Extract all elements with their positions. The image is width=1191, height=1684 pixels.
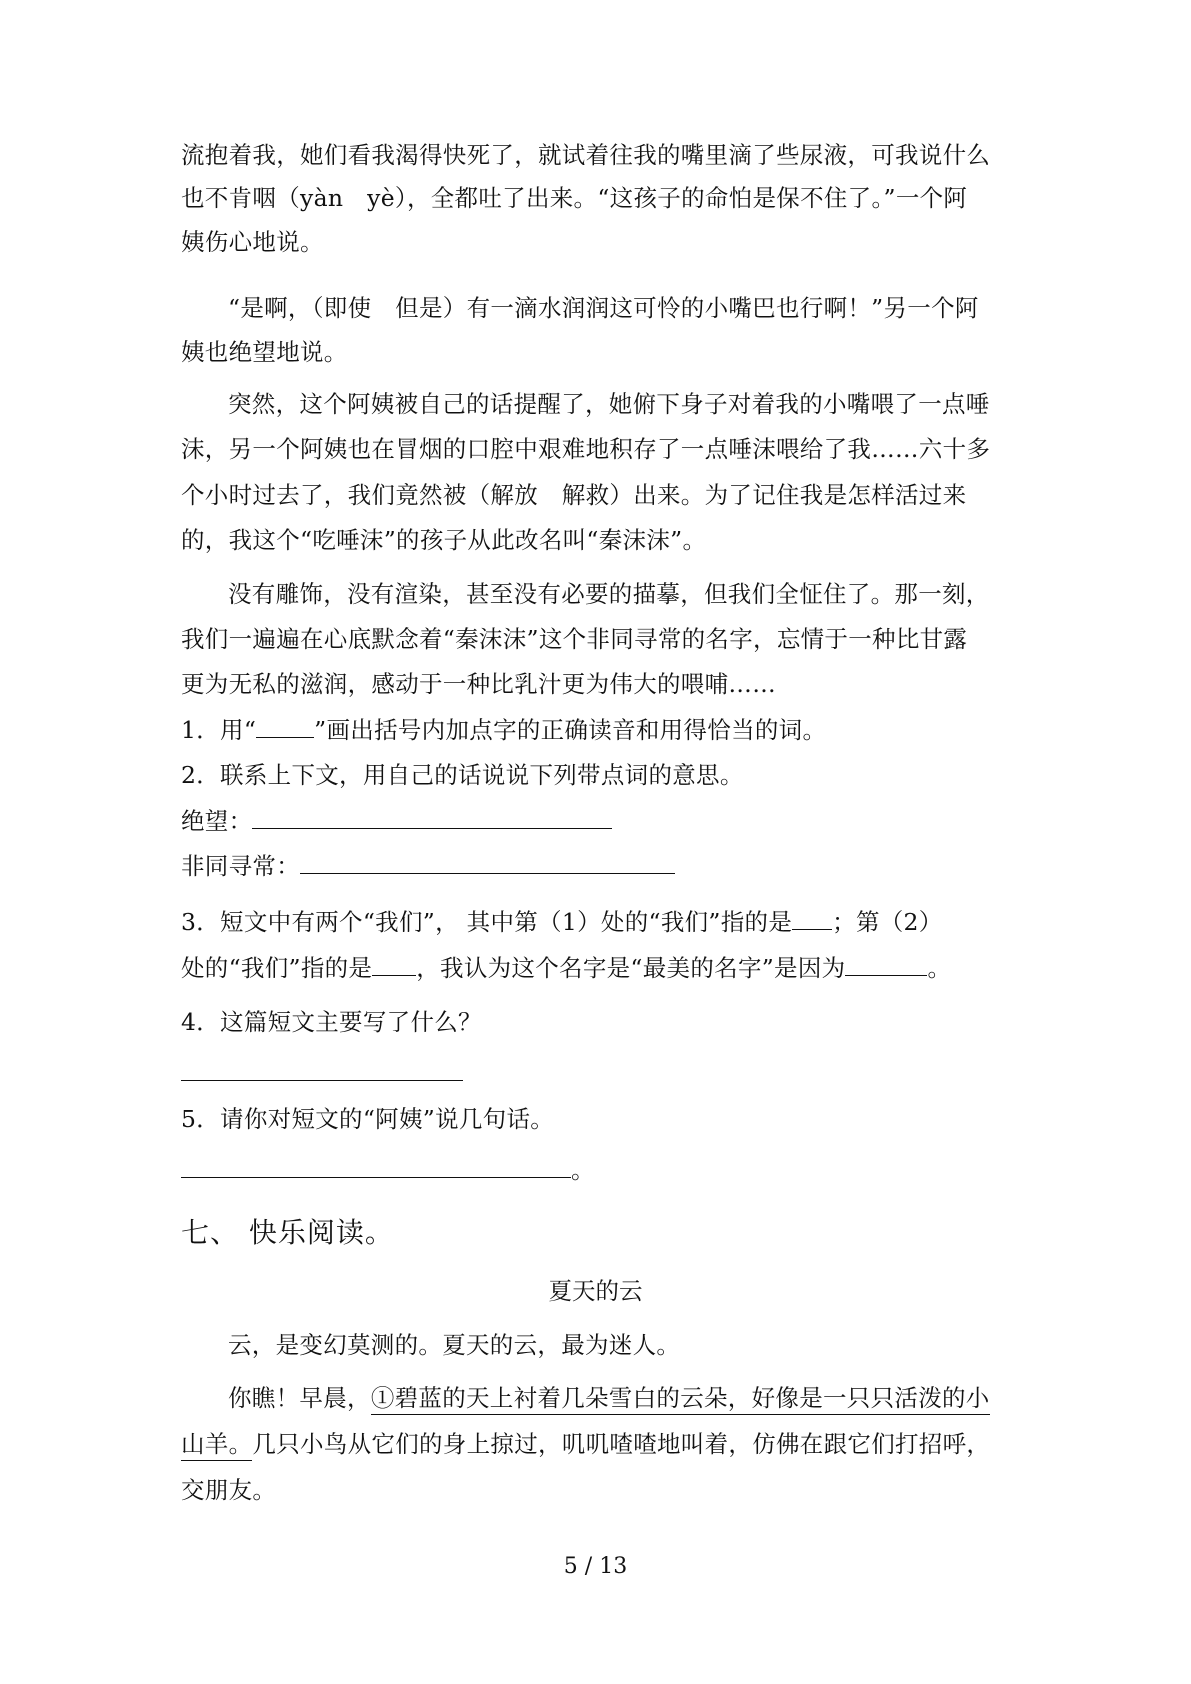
paragraph-line: 的，我这个“吃唾沫”的孩子从此改名叫“秦沫沫”。: [181, 526, 707, 554]
underlined-sentence: 山羊。: [181, 1430, 252, 1461]
question-3-text: 处的“我们”指的是: [181, 954, 373, 982]
story-paragraph-line: 交朋友。: [181, 1476, 277, 1504]
question-1: [181, 712, 1011, 748]
question-4: 4．这篇短文主要写了什么？: [181, 1008, 482, 1036]
question-3-text: ；第（2）: [832, 908, 943, 936]
underlined-sentence: ①碧蓝的天上衬着几朵雪白的云朵，好像是一只只活泼的小: [371, 1384, 990, 1415]
story-paragraph-line: [228, 1380, 1058, 1416]
question-3-line-2: [181, 950, 1011, 986]
paragraph-line: 突然，这个阿姨被自己的话提醒了，她俯下身子对着我的小嘴喂了一点唾: [228, 390, 990, 418]
paragraph-line: 流抱着我，她们看我渴得快死了，就试着往我的嘴里滴了些尿液，可我说什么: [181, 141, 991, 169]
paragraph-line: 也不肯咽（yàn yè），全都吐了出来。“这孩子的命怕是保不住了。”一个阿: [181, 184, 968, 212]
answer-period: 。: [571, 1156, 595, 1184]
answer-line[interactable]: [300, 851, 675, 874]
answer-blank[interactable]: [792, 907, 832, 930]
paragraph-line: 沫，另一个阿姨也在冒烟的口腔中艰难地积存了一点唾沫喂给了我……六十多: [181, 435, 991, 463]
question-2: 2．联系上下文，用自己的话说说下列带点词的意思。: [181, 761, 744, 789]
story-text: 你瞧！早晨，: [228, 1384, 371, 1412]
question-5-answer: [181, 1152, 1011, 1188]
story-paragraph-line: [181, 1426, 1011, 1462]
question-1-text-end: ”画出括号内加点字的正确读音和用得恰当的词。: [314, 716, 827, 744]
question-3-text: 。: [927, 954, 952, 982]
question-2-item-unusual: [181, 848, 1011, 884]
paragraph-line: 个小时过去了，我们竟然被（解放 解救）出来。为了记住我是怎样活过来: [181, 481, 967, 509]
term-label: 非同寻常：: [181, 852, 300, 880]
answer-blank[interactable]: [372, 953, 416, 976]
answer-line[interactable]: [252, 806, 612, 829]
paragraph-line: 更为无私的滋润，感动于一种比乳汁更为伟大的喂哺……: [181, 670, 776, 698]
paragraph-line: 没有雕饰，没有渲染，甚至没有必要的描摹，但我们全怔住了。那一刻，: [228, 580, 990, 608]
answer-line[interactable]: [181, 1155, 571, 1178]
paragraph-line: 我们一遍遍在心底默念着“秦沫沫”这个非同寻常的名字，忘情于一种比甘露: [181, 625, 968, 653]
story-text: 几只小鸟从它们的身上掠过，叽叽喳喳地叫着，仿佛在跟它们打招呼，: [252, 1430, 991, 1458]
paragraph-line: 姨也绝望地说。: [181, 338, 348, 366]
question-3-text: ，我认为这个名字是“最美的名字”是因为: [416, 954, 846, 982]
question-1-text-start: 1．用“: [181, 716, 257, 744]
question-3-text: 3．短文中有两个“我们”， 其中第（1）处的“我们”指的是: [181, 908, 793, 936]
question-4-answer: [181, 1055, 1011, 1091]
story-paragraph: 云，是变幻莫测的。夏天的云，最为迷人。: [228, 1331, 681, 1359]
answer-line[interactable]: [181, 1058, 463, 1081]
question-5: 5．请你对短文的“阿姨”说几句话。: [181, 1105, 555, 1133]
page-number: 5 / 13: [563, 1554, 628, 1579]
paragraph-line: 姨伤心地说。: [181, 228, 324, 256]
section-title: 七、 快乐阅读。: [181, 1216, 394, 1249]
story-title: 夏天的云: [548, 1277, 643, 1305]
term-label: 绝望：: [181, 807, 253, 835]
answer-blank[interactable]: [256, 715, 314, 738]
question-3-line-1: [181, 904, 1011, 940]
paragraph-line: “是啊，（即使 但是）有一滴水润润这可怜的小嘴巴也行啊！”另一个阿: [228, 294, 979, 322]
answer-blank[interactable]: [845, 953, 927, 976]
question-2-item-despair: [181, 803, 1011, 839]
